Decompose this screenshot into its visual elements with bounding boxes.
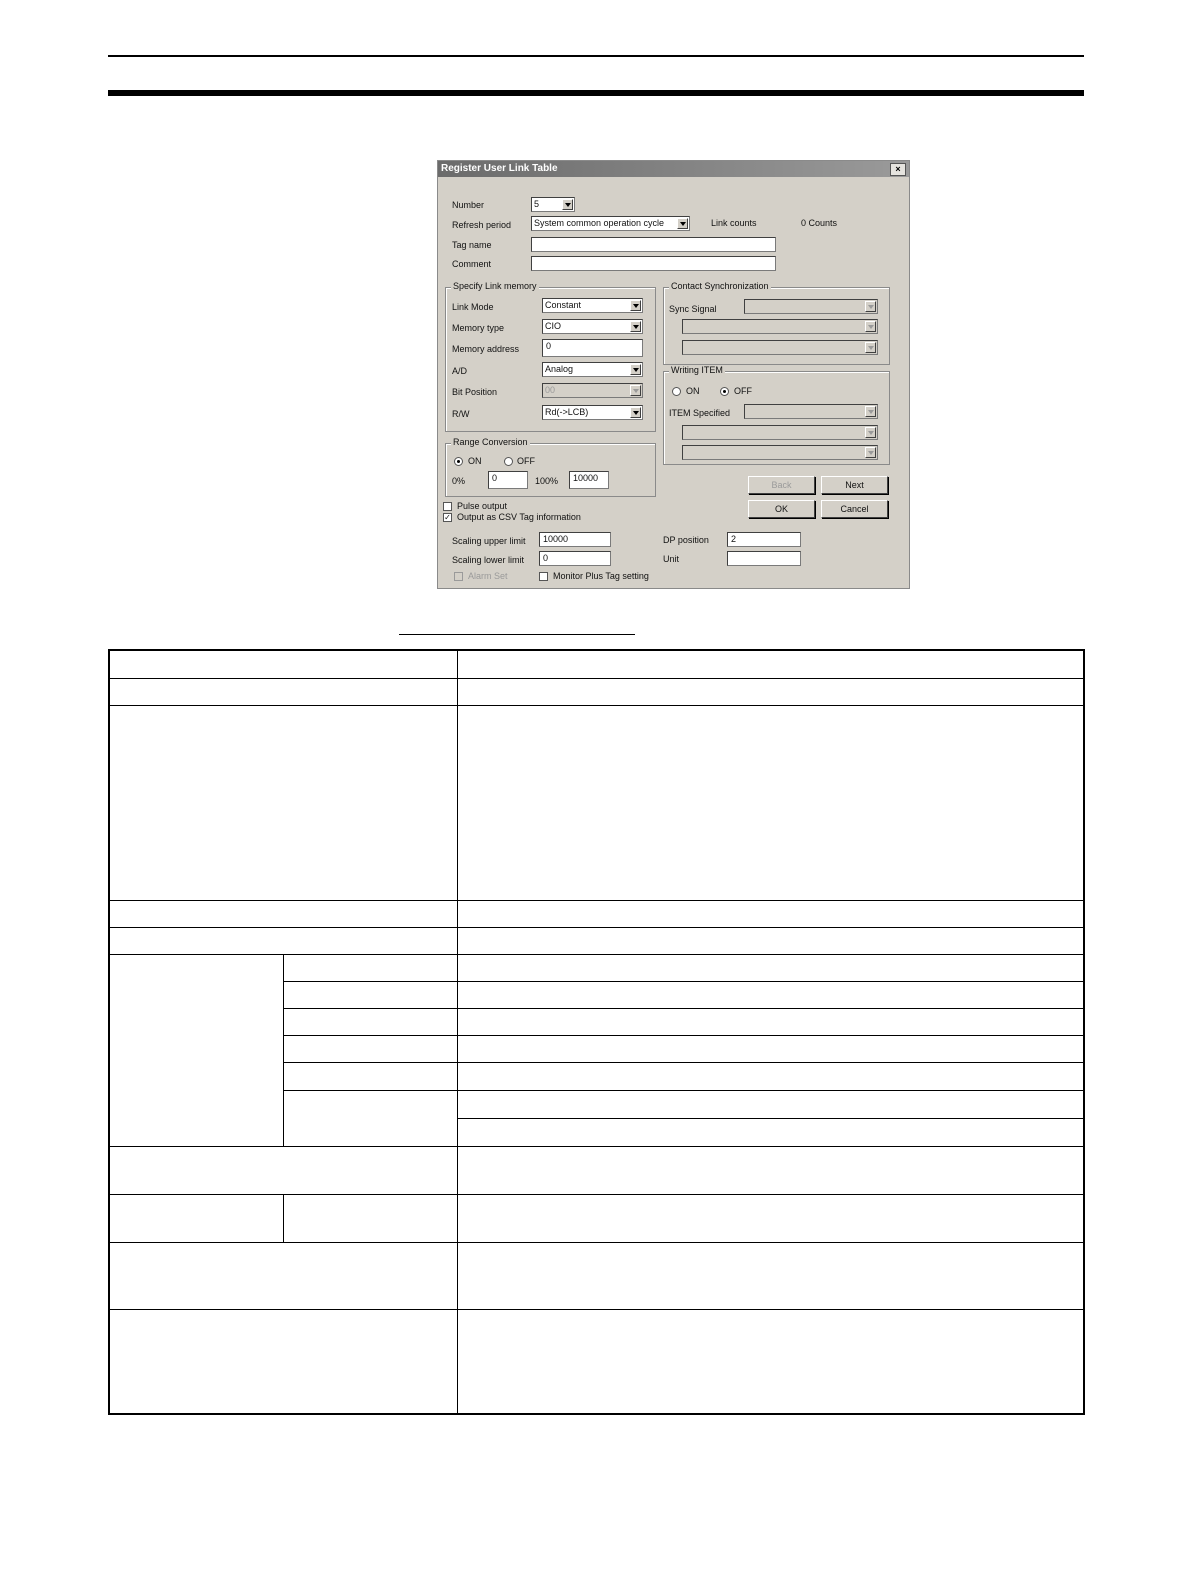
scaling-lower-label: Scaling lower limit [452,555,525,565]
monitor-plus-checkbox[interactable] [539,572,548,581]
header-rule-thick [108,90,1084,96]
item-specified-select-3[interactable] [682,445,878,460]
writing-item-title: Writing ITEM [671,365,723,375]
bit-position-label: Bit Position [452,387,498,397]
memory-type-select[interactable]: CIO [542,319,643,334]
range-conversion-title: Range Conversion [453,437,528,447]
comment-input[interactable] [531,256,776,271]
pulse-output-label: Pulse output [457,501,508,511]
table-cell [110,1147,458,1195]
chevron-down-icon [630,300,641,311]
table-cell [458,901,1083,928]
chevron-down-icon [677,218,688,229]
range-conversion-group [445,437,656,497]
memory-address-input[interactable]: 0 [542,339,643,357]
link-mode-select[interactable]: Constant [542,298,643,313]
tag-name-input[interactable] [531,237,776,252]
chevron-down-icon [562,199,573,210]
cancel-button[interactable]: Cancel [821,500,888,518]
table-header-cell [110,651,458,679]
pulse-output-checkbox[interactable] [443,502,452,511]
table-cell [284,1063,458,1091]
table-cell [458,982,1083,1009]
writing-on-label: ON [686,386,700,396]
chevron-down-icon [865,321,876,332]
chevron-down-icon [865,342,876,353]
csv-output-label: Output as CSV Tag information [457,512,581,522]
register-user-link-table-dialog [437,160,910,589]
dialog-title: Register User Link Table [441,163,558,174]
table-header-cell [458,651,1083,679]
table-cell [284,982,458,1009]
settings-table [108,649,1085,1415]
unit-label: Unit [663,554,680,564]
header-rule-thin [108,55,1084,57]
caption-underline [399,634,635,635]
monitor-plus-label: Monitor Plus Tag setting [553,571,649,581]
writing-on-radio[interactable] [672,387,681,396]
table-cell [284,1036,458,1063]
table-cell [110,1243,458,1310]
rw-select[interactable]: Rd(->LCB) [542,405,643,420]
item-specified-select[interactable] [744,404,878,419]
table-cell [110,679,458,706]
scaling-upper-input[interactable]: 10000 [539,532,611,547]
item-specified-label: ITEM Specified [669,408,731,418]
chevron-down-icon [630,321,641,332]
memory-address-label: Memory address [452,344,520,354]
chevron-down-icon [865,447,876,458]
range-on-label: ON [468,456,482,466]
specify-link-memory-title: Specify Link memory [453,281,537,291]
table-cell [458,1063,1083,1091]
sync-signal-select-3[interactable] [682,340,878,355]
chevron-down-icon [630,407,641,418]
pct100-label: 100% [535,476,559,486]
table-cell [458,1147,1083,1195]
alarm-set-checkbox[interactable] [454,572,463,581]
link-mode-label: Link Mode [452,302,494,312]
memory-type-label: Memory type [452,323,505,333]
range-off-label: OFF [517,456,535,466]
table-cell [110,901,458,928]
sync-signal-select[interactable] [744,299,878,314]
pct0-input[interactable]: 0 [488,471,528,489]
link-counts-value: 0 Counts [801,218,838,228]
table-cell [458,706,1083,901]
table-cell [458,1310,1083,1413]
sync-signal-label: Sync Signal [669,304,717,314]
writing-off-label: OFF [734,386,752,396]
unit-input[interactable] [727,551,801,566]
bit-position-select[interactable]: 00 [542,383,643,398]
csv-output-checkbox[interactable]: ✓ [444,513,451,522]
chevron-down-icon [630,364,641,375]
dialog-titlebar [438,161,909,177]
table-cell [284,1009,458,1036]
refresh-period-label: Refresh period [452,220,512,230]
chevron-down-icon [865,406,876,417]
scaling-lower-input[interactable]: 0 [539,551,611,566]
back-button[interactable]: Back [748,476,815,494]
comment-label: Comment [452,259,492,269]
next-button[interactable]: Next [821,476,888,494]
table-cell [458,1243,1083,1310]
scaling-upper-label: Scaling upper limit [452,536,526,546]
table-cell [458,928,1083,955]
table-cell [284,955,458,982]
alarm-set-label: Alarm Set [468,571,508,581]
pct100-input[interactable]: 10000 [569,471,609,489]
table-cell [458,955,1083,982]
chevron-down-icon [865,427,876,438]
table-cell [110,1310,458,1413]
table-cell [110,706,458,901]
ad-select[interactable]: Analog [542,362,643,377]
number-select[interactable]: 5 [531,197,575,212]
table-cell [284,1091,458,1147]
table-cell [110,1195,284,1243]
range-off-radio[interactable] [504,457,513,466]
table-cell [458,1009,1083,1036]
table-cell [458,679,1083,706]
table-group-cell [110,955,284,1147]
chevron-down-icon [865,301,876,312]
sync-signal-select-2[interactable] [682,319,878,334]
table-cell [458,1119,1083,1147]
number-label: Number [452,200,485,210]
item-specified-select-2[interactable] [682,425,878,440]
tag-name-label: Tag name [452,240,492,250]
dp-position-label: DP position [663,535,709,545]
dp-position-input[interactable]: 2 [727,532,801,547]
ok-button[interactable]: OK [748,500,815,518]
contact-synchronization-title: Contact Synchronization [671,281,769,291]
table-cell [458,1036,1083,1063]
writing-off-radio[interactable] [720,387,729,396]
table-cell [284,1195,458,1243]
rw-label: R/W [452,409,470,419]
close-icon[interactable]: × [890,163,906,176]
table-cell [458,1195,1083,1243]
table-cell [110,928,458,955]
ad-label: A/D [452,366,468,376]
refresh-period-select[interactable]: System common operation cycle [531,216,690,231]
link-counts-label: Link counts [711,218,757,228]
pct0-label: 0% [452,476,466,486]
chevron-down-icon [630,385,641,396]
range-on-radio[interactable] [454,457,463,466]
table-cell [458,1091,1083,1119]
